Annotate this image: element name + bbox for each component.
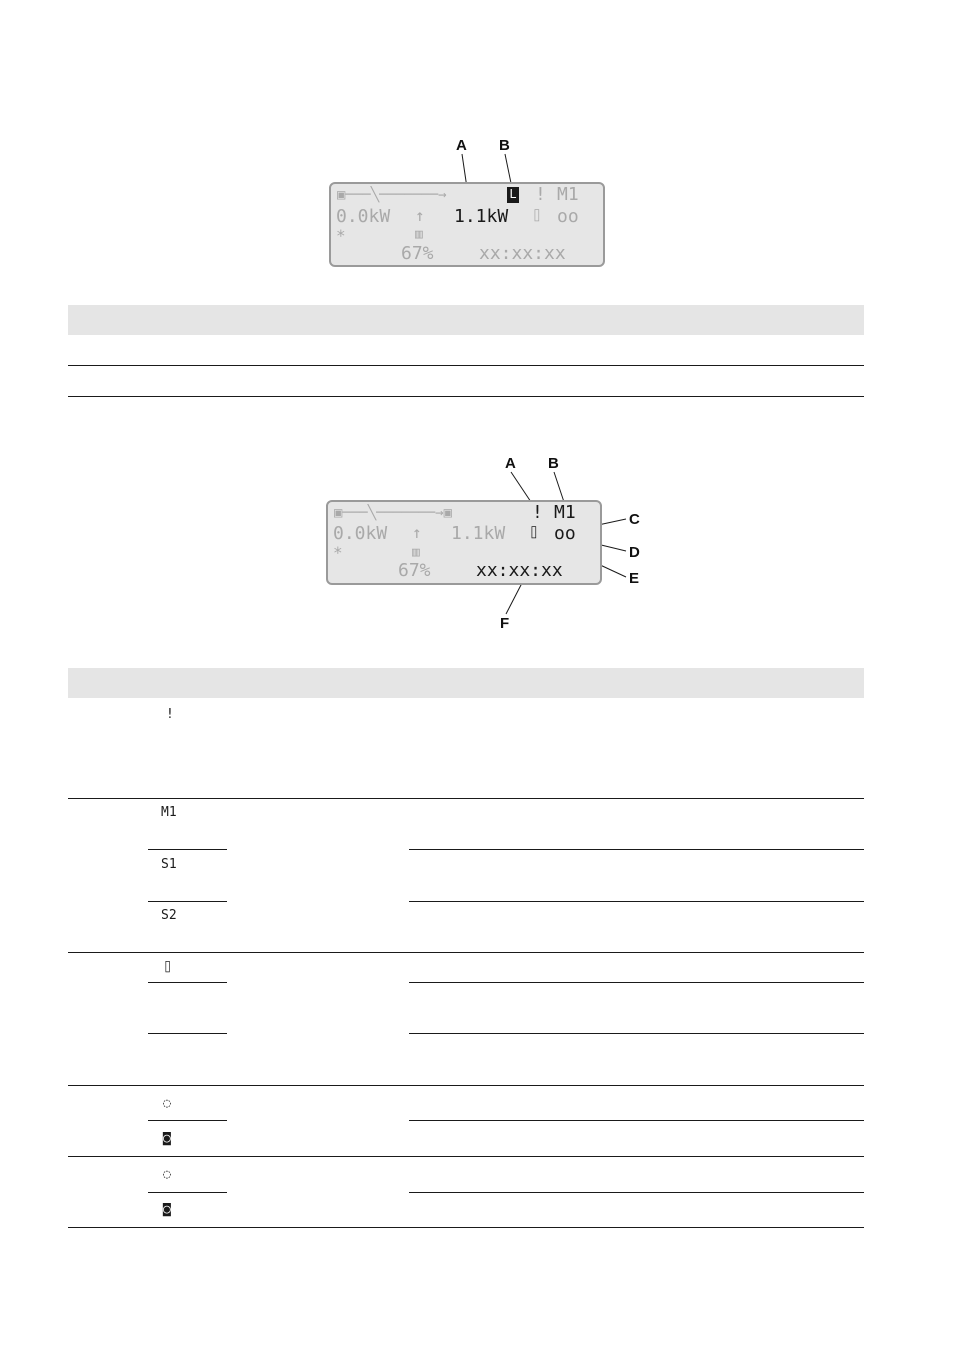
mode-indicator: M1: [554, 502, 576, 523]
grid-power-value: 0.0kW: [333, 523, 388, 544]
sub-row-divider: [148, 849, 227, 850]
callout-e: E: [629, 570, 640, 587]
table-2-bottom-rule: [68, 1227, 864, 1228]
relay-status: oo: [557, 206, 579, 227]
load-icon: L: [507, 187, 519, 203]
sub-row-divider: [148, 1192, 227, 1193]
asterisk-icon: *: [336, 226, 346, 245]
battery-percent: 67%: [398, 560, 431, 581]
clock-time: xx:xx:xx: [479, 243, 566, 264]
arrow-up-icon: ↑: [412, 523, 422, 542]
relay-1-off-icon: ◌: [163, 1096, 171, 1111]
sub-row-divider: [409, 1192, 864, 1193]
row-divider: [68, 1085, 864, 1086]
relay-status: oo: [554, 523, 576, 544]
mode-indicator: M1: [557, 184, 579, 205]
sub-row-divider: [409, 1033, 864, 1034]
grid-power-value: 0.0kW: [336, 206, 391, 227]
table-2-header: [68, 668, 864, 698]
callout-a: A: [456, 137, 467, 154]
sub-row-divider: [409, 849, 864, 850]
row-divider: [68, 798, 864, 799]
warning-symbol-icon: !: [166, 707, 174, 722]
row-divider: [68, 952, 864, 953]
sub-row-divider: [409, 901, 864, 902]
load-power-value: 1.1kW: [451, 523, 506, 544]
lcd-display-2: [326, 500, 602, 585]
callout-c: C: [629, 511, 640, 528]
callout-a: A: [505, 455, 516, 472]
battery-percent: 67%: [401, 243, 434, 264]
mode-s2-symbol: S2: [161, 908, 177, 923]
callout-d: D: [629, 544, 640, 561]
lock-symbol-icon: ⌷: [164, 960, 172, 974]
lock-icon: ⌷: [530, 526, 538, 541]
warning-icon: !: [535, 184, 546, 205]
sub-row-divider: [148, 1120, 227, 1121]
sub-row-divider: [148, 982, 227, 983]
mode-m1-symbol: M1: [161, 805, 177, 820]
sub-row-divider: [148, 901, 227, 902]
sub-row-divider: [409, 982, 864, 983]
asterisk-icon: *: [333, 543, 343, 562]
power-flow-line: ▣───╲───────→: [337, 187, 447, 203]
battery-icon: ▥: [412, 545, 420, 560]
clock-time: xx:xx:xx: [476, 560, 563, 581]
lock-icon: ⌷: [533, 209, 541, 224]
sub-row-divider: [148, 1033, 227, 1034]
power-flow-line: ▣───╲───────→▣: [334, 505, 453, 521]
relay-2-on-icon: ◙: [163, 1202, 171, 1217]
mode-s1-symbol: S1: [161, 857, 177, 872]
sub-row-divider: [409, 1120, 864, 1121]
relay-1-on-icon: ◙: [163, 1131, 171, 1146]
callout-b: B: [499, 137, 510, 154]
arrow-up-icon: ↑: [415, 206, 425, 225]
relay-2-off-icon: ◌: [163, 1167, 171, 1182]
load-power-value: 1.1kW: [454, 206, 509, 227]
row-divider: [68, 1156, 864, 1157]
warning-icon: !: [532, 502, 543, 523]
callout-f: F: [500, 615, 510, 632]
callout-b: B: [548, 455, 559, 472]
battery-icon: ▥: [415, 227, 423, 242]
